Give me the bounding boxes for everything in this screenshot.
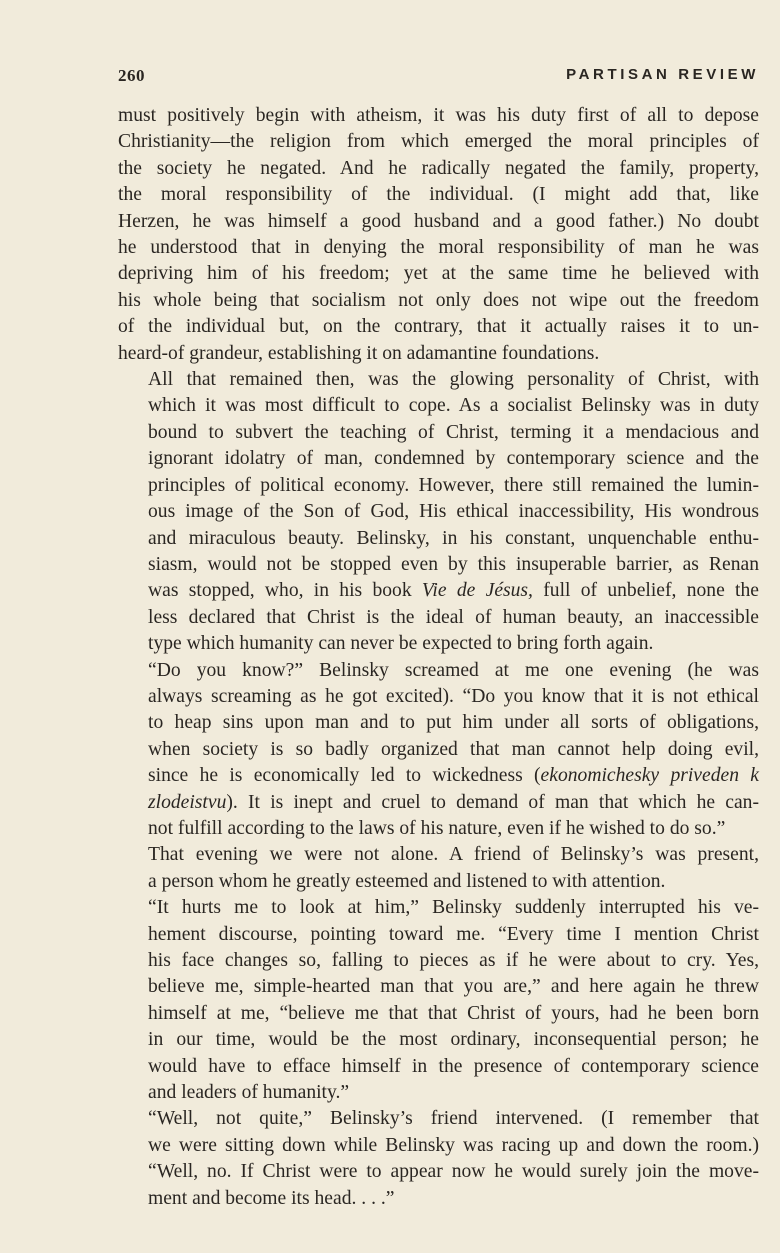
text-line: when society is so badly organized that man cannot help doing evil, xyxy=(148,738,759,760)
text-line: would have to efface himself in the presence of contemporary science xyxy=(148,1055,759,1077)
journal-title: PARTISAN REVIEW xyxy=(566,66,759,83)
page-number: 260 xyxy=(118,66,145,85)
text-line: always screaming as he got excited). “Do you know that it is not ethical xyxy=(148,685,759,707)
text-line: principles of political economy. However, there still remained the lumin- xyxy=(148,474,759,496)
text-line: hement discourse, pointing toward me. “Every time I mention Christ xyxy=(148,923,759,945)
body-text xyxy=(118,103,759,1212)
text-line: he understood that in denying the moral responsibility of man he was xyxy=(118,237,759,259)
paragraph xyxy=(118,842,759,895)
text-line: his face changes so, falling to pieces as if he were about to cry. Yes, xyxy=(148,950,759,971)
text-line: himself at me, “believe me that that Christ of yours, had he been born xyxy=(148,1002,759,1024)
text-line: must positively begin with atheism, it was his duty first of all to depose xyxy=(118,105,759,126)
text-line: a person whom he greatly esteemed and listened to with attention. xyxy=(148,870,666,892)
text-line: Herzen, he was himself a good husband and a good father.) No doubt xyxy=(118,210,759,232)
text-line: and miraculous beauty. Belinsky, in his constant, unquenchable enthu- xyxy=(148,527,759,549)
paragraph xyxy=(118,367,759,657)
text-line: type which humanity can never be expected to bring forth again. xyxy=(148,633,654,655)
text-line: which it was most difficult to cope. As a socialist Belinsky was in duty xyxy=(148,395,759,417)
text-line: ous image of the Son of God, His ethical inaccessibility, His wondrous xyxy=(148,501,759,523)
text-line: believe me, simple-hearted man that you are,” and here again he threw xyxy=(148,976,759,998)
text-line: ment and become its head. . . .” xyxy=(148,1187,395,1209)
text-line: and leaders of humanity.” xyxy=(148,1082,350,1104)
text-line: “Do you know?” Belinsky screamed at me one evening (he was xyxy=(148,659,759,681)
text-line: his whole being that socialism not only does not wipe out the freedom xyxy=(118,289,759,311)
text-line: of the individual but, on the contrary, that it actually raises it to un- xyxy=(118,316,759,338)
text-line: bound to subvert the teaching of Christ, terming it a mendacious and xyxy=(148,421,759,443)
text-line: less declared that Christ is the ideal of human beauty, an inaccessible xyxy=(148,606,759,628)
paragraph xyxy=(118,1106,759,1212)
text-line: That evening we were not alone. A friend of Belinsky’s was present, xyxy=(148,844,759,866)
text-line: zlodeistvu). It is inept and cruel to demand of man that which he can- xyxy=(148,791,759,813)
text-line: “Well, no. If Christ were to appear now he would surely join the move- xyxy=(148,1161,759,1183)
paragraph xyxy=(118,103,759,367)
text-line: in our time, would be the most ordinary, inconsequential person; he xyxy=(148,1029,759,1051)
text-line: to heap sins upon man and to put him under all sorts of obligations, xyxy=(148,712,759,734)
text-line: depriving him of his freedom; yet at the same time he believed with xyxy=(118,263,759,285)
text-line: “Well, not quite,” Belinsky’s friend intervened. (I remember that xyxy=(148,1108,759,1130)
text-line: siasm, would not be stopped even by this insuperable barrier, as Renan xyxy=(148,553,759,575)
text-line: ignorant idolatry of man, condemned by contemporary science and the xyxy=(148,448,759,470)
text-line: since he is economically led to wickedness (ekonomichesky priveden k xyxy=(148,765,759,787)
text-line: All that remained then, was the glowing personality of Christ, with xyxy=(148,369,759,391)
text-line: we were sitting down while Belinsky was racing up and down the room.) xyxy=(148,1134,759,1156)
text-line: heard-of grandeur, establishing it on adamantine foundations. xyxy=(118,342,600,364)
running-head xyxy=(118,66,759,90)
paragraph xyxy=(118,895,759,1106)
text-line: Christianity—the religion from which emerged the moral principles of xyxy=(118,131,759,153)
paragraph xyxy=(118,658,759,843)
text-line: was stopped, who, in his book Vie de Jésus, full of unbelief, none the xyxy=(148,580,759,602)
text-line: the society he negated. And he radically negated the family, property, xyxy=(118,157,759,179)
text-line: the moral responsibility of the individual. (I might add that, like xyxy=(118,184,759,206)
text-line: not fulfill according to the laws of his nature, even if he wished to do so.” xyxy=(148,817,726,839)
text-line: “It hurts me to look at him,” Belinsky suddenly interrupted his ve- xyxy=(148,897,759,919)
